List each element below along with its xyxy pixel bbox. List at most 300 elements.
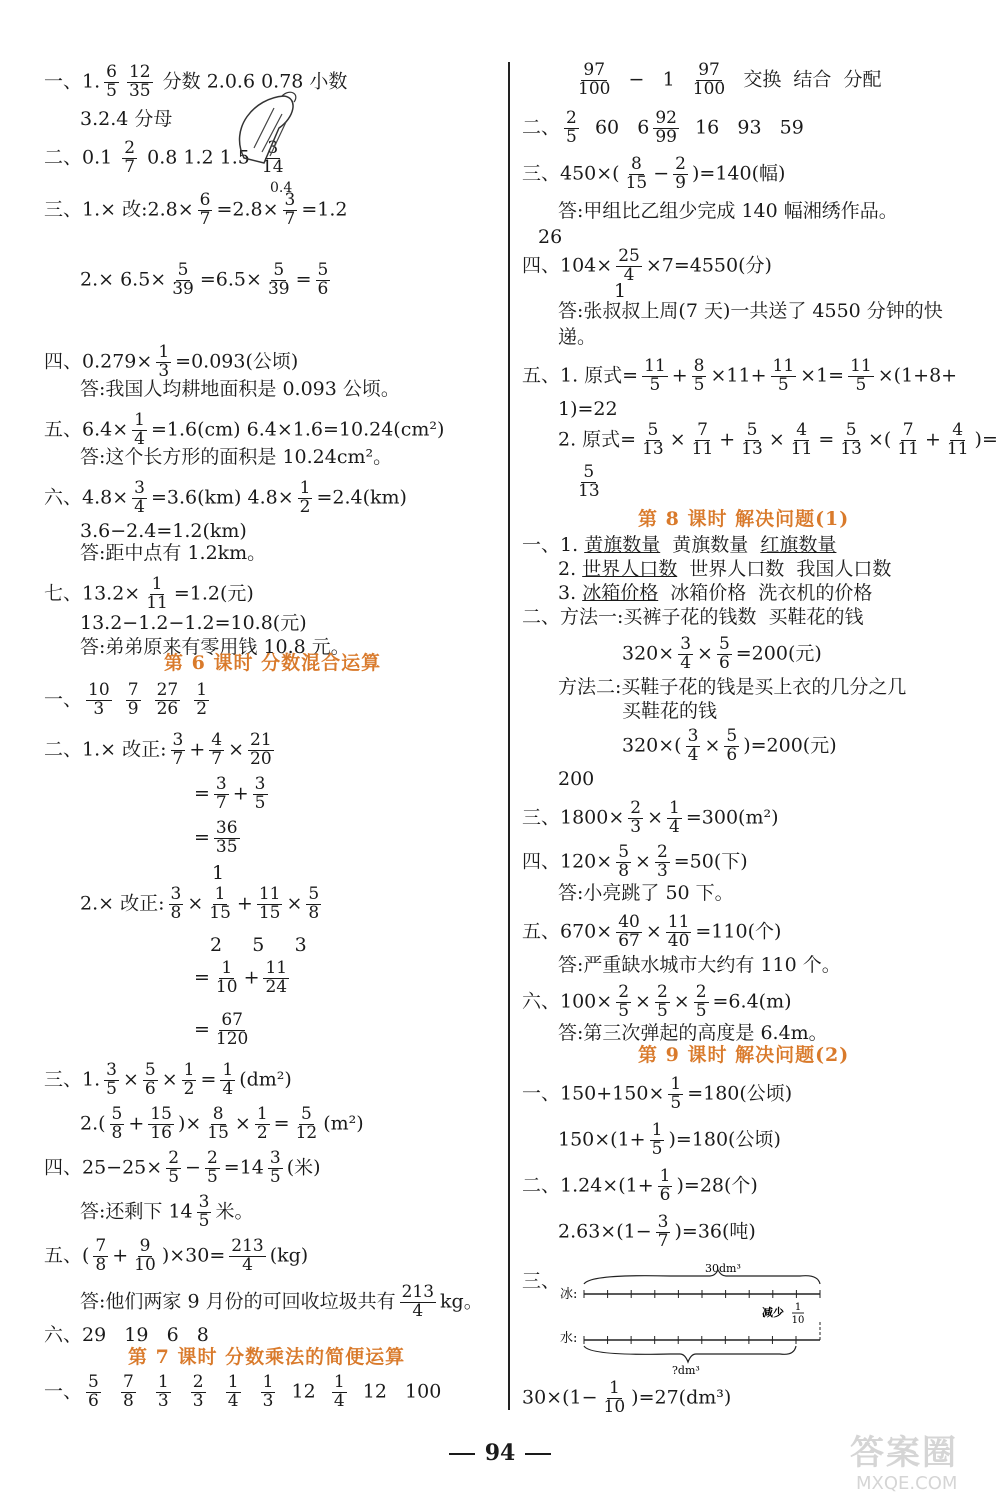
fraction <box>294 1106 320 1143</box>
denominator: 4 <box>687 744 699 765</box>
fraction <box>658 1168 673 1205</box>
fraction <box>650 1122 665 1159</box>
numerator: 5 <box>845 420 857 440</box>
numerator: 2 <box>675 154 686 174</box>
denominator: 4 <box>412 1300 424 1321</box>
denominator: 13 <box>642 438 664 459</box>
denominator: 39 <box>267 278 290 299</box>
denominator: 4 <box>134 496 145 517</box>
line: 2. 世界人口数 世界人口数 我国人口数 <box>558 558 892 580</box>
fraction <box>155 682 181 719</box>
numerator: 12 <box>128 62 151 82</box>
numerator: 1 <box>227 1372 239 1392</box>
denominator: 35 <box>215 836 238 857</box>
fraction <box>166 1150 181 1187</box>
fraction <box>655 984 670 1021</box>
fraction <box>261 1374 276 1411</box>
fraction <box>848 358 874 395</box>
line <box>572 464 606 501</box>
top-label: 30dm³ <box>705 1262 741 1275</box>
denominator: 5 <box>670 1092 682 1113</box>
numerator: 3 <box>267 138 279 158</box>
line: 二、方法一:买裤子花的钱数 买鞋花的钱 <box>522 606 864 628</box>
line: 五、670× $\frac{40}{67}$ × $\frac{11}{40}$ =110(个) <box>522 912 782 951</box>
fraction <box>156 1374 171 1411</box>
dash <box>449 1453 475 1455</box>
denominator: 4 <box>680 652 692 673</box>
water-label: 水: <box>560 1331 578 1346</box>
fraction <box>656 1214 671 1251</box>
fraction <box>132 480 147 517</box>
denominator: 12 <box>295 1122 318 1143</box>
fraction <box>306 886 321 923</box>
numerator: 25 <box>618 246 640 266</box>
fraction <box>198 192 213 229</box>
line: 1 <box>212 862 225 884</box>
denominator: 2 <box>299 496 311 517</box>
line: 26 <box>538 226 563 248</box>
numerator: 5 <box>301 1104 312 1124</box>
numerator: 1 <box>669 798 680 818</box>
denominator: 11 <box>146 592 168 613</box>
column-divider <box>508 62 510 1410</box>
numerator: 40 <box>618 912 640 932</box>
numerator: 3 <box>269 1148 281 1168</box>
page-number: 94 <box>0 1440 1000 1466</box>
line: 320× $\frac{3}{4}$ × $\frac{5}{6}$ =200(元) <box>622 634 822 673</box>
line: 四、0.279× $\frac{1}{3}$ =0.093(公顷) <box>44 342 299 381</box>
denominator: 39 <box>172 278 194 299</box>
numerator: 2 <box>618 982 630 1002</box>
fraction <box>640 422 666 459</box>
fraction <box>253 776 268 813</box>
numerator: 3 <box>284 190 296 210</box>
numerator: 2 <box>206 1148 218 1168</box>
numerator: 1 <box>659 1166 671 1186</box>
denominator: 5 <box>695 1000 707 1021</box>
fraction <box>694 984 709 1021</box>
numerator: 5 <box>177 260 189 280</box>
fraction <box>214 960 240 997</box>
line: 四、104× $\frac{25}{4}$ ×7=4550(分) <box>522 246 772 285</box>
fraction <box>248 732 274 769</box>
numerator: 8 <box>212 1104 224 1124</box>
numerator: 3 <box>106 1060 117 1080</box>
fraction <box>122 140 137 177</box>
fraction <box>86 1374 101 1411</box>
fraction <box>93 1238 108 1275</box>
denominator: 7 <box>657 1230 669 1251</box>
denominator: 67 <box>618 930 640 951</box>
line: 2.( $\frac{5}{8}$ + $\frac{15}{16}$ )× $\frac{8}{15}$ × $\frac{1}{2}$ = $\frac{5}{12}$ (m²) <box>80 1104 364 1143</box>
fraction <box>182 1062 197 1099</box>
line: 答:甲组比乙组少完成 140 幅湘绣作品。 <box>558 200 898 222</box>
numerator: 5 <box>317 260 329 280</box>
line: 2.× 改正: $\frac{3}{8}$ × $\frac{1}{15}$ + $\frac{11}{15}$ × $\frac{5}{8}$ <box>80 884 320 923</box>
numerator: 5 <box>618 842 630 862</box>
fraction <box>576 62 612 99</box>
fraction <box>209 732 224 769</box>
fraction <box>283 192 298 229</box>
line: 二、1.× 改正: $\frac{3}{7}$ + $\frac{4}{7}$ × $\frac{21}{20}$ <box>44 730 272 769</box>
ice-bar <box>584 1290 820 1298</box>
denominator: 15 <box>625 172 648 193</box>
numerator: 4 <box>796 420 808 440</box>
denominator: 6 <box>726 744 738 765</box>
fraction <box>104 1062 119 1099</box>
denominator: 11 <box>946 438 969 459</box>
fraction <box>266 262 292 299</box>
fraction <box>678 636 693 673</box>
watermark-site: MXQE.COM <box>856 1473 958 1494</box>
line: 五、( $\frac{7}{8}$ + $\frac{9}{10}$ )×30= $\frac{213}{4}$ (kg) <box>44 1236 309 1275</box>
fraction <box>126 682 141 719</box>
numerator: 97 <box>698 60 720 80</box>
denominator: 8 <box>111 1122 123 1143</box>
denominator: 40 <box>667 930 690 951</box>
line: 答:这个长方形的面积是 10.24cm²。 <box>80 446 393 468</box>
numerator: 1 <box>651 1120 663 1140</box>
numerator: 4 <box>211 730 223 750</box>
numerator: 3 <box>215 774 227 794</box>
line: 三、1800× $\frac{2}{3}$ × $\frac{1}{4}$ =300(m²) <box>522 798 779 837</box>
denominator: 99 <box>655 126 677 147</box>
fraction <box>220 1062 235 1099</box>
numerator: 2 <box>630 798 642 818</box>
denominator: 8 <box>95 1254 107 1275</box>
fraction <box>214 820 240 857</box>
numerator: 11 <box>644 356 666 376</box>
numerator: 1 <box>196 680 208 700</box>
reduce-fraction-den: 10 <box>791 1315 805 1326</box>
numerator: 7 <box>122 1372 134 1392</box>
denominator: 3 <box>158 360 170 381</box>
numerator: 67 <box>221 1010 243 1030</box>
denominator: 26 <box>156 698 179 719</box>
line: 五、6.4× $\frac{1}{4}$ =1.6(cm) 6.4×1.6=10.24(cm²) <box>44 410 445 449</box>
fraction <box>255 1106 270 1143</box>
fraction <box>564 110 579 147</box>
denominator: 3 <box>192 1390 204 1411</box>
numerator: 7 <box>697 420 708 440</box>
numerator: 1 <box>158 342 170 362</box>
denominator: 5 <box>106 80 117 101</box>
line: 五、1. 原式= $\frac{11}{5}$ + $\frac{8}{5}$ ×11+ $\frac{11}{5}$ ×1= $\frac{11}{5}$ ×(1+8+ <box>522 356 958 395</box>
numerator: 8 <box>693 356 705 376</box>
numerator: 11 <box>850 356 872 376</box>
numerator: 5 <box>583 462 595 482</box>
fraction <box>127 64 153 101</box>
numerator: 92 <box>655 108 677 128</box>
line: 三、1. $\frac{3}{5}$ × $\frac{5}{6}$ × $\frac{1}{2}$ = $\frac{1}{4}$ (dm²) <box>44 1060 292 1099</box>
numerator: 5 <box>647 420 659 440</box>
line: $\frac{97}{100}$ − 1 $\frac{97}{100}$ 交换 结合 分配 <box>578 60 882 99</box>
numerator: 11 <box>258 884 281 904</box>
numerator: 7 <box>127 680 139 700</box>
numerator: 5 <box>144 1060 156 1080</box>
line: 三、450×( $\frac{8}{15}$ − $\frac{2}{9}$ )=140(幅) <box>522 154 786 193</box>
numerator: 2 <box>695 982 707 1002</box>
numerator: 2 <box>192 1372 204 1392</box>
denominator: 10 <box>134 1254 156 1275</box>
fraction <box>895 422 921 459</box>
fraction <box>602 1380 628 1417</box>
denominator: 6 <box>317 278 329 299</box>
denominator: 9 <box>675 172 686 193</box>
denominator: 11 <box>790 438 813 459</box>
line: 二、1.24×(1+ $\frac{1}{6}$ )=28(个) <box>522 1166 758 1205</box>
line: 1)=22 <box>558 398 618 420</box>
line: 六、29 19 6 8 <box>44 1324 209 1346</box>
top-brace <box>584 1270 820 1284</box>
denominator: 6 <box>659 1184 671 1205</box>
bottom-brace <box>584 1346 796 1362</box>
numerator: 5 <box>726 726 738 746</box>
numerator: 5 <box>88 1372 99 1392</box>
line: 七、13.2× $\frac{1}{11}$ =1.2(元) <box>44 574 254 613</box>
fraction <box>692 358 707 395</box>
denominator: 8 <box>170 902 182 923</box>
numerator: 3 <box>134 478 145 498</box>
fraction <box>148 1106 174 1143</box>
numerator: 1 <box>256 1104 268 1124</box>
denominator: 2 <box>256 1122 268 1143</box>
numerator: 3 <box>198 1192 210 1212</box>
line: 买鞋花的钱 <box>622 700 718 722</box>
denominator: 3 <box>93 698 105 719</box>
line: 一、 $\frac{10}{3}$ $\frac{7}{9}$ $\frac{27}{26}$ $\frac{1}{2}$ <box>44 680 208 719</box>
fraction <box>655 844 670 881</box>
fraction <box>667 800 682 837</box>
denominator: 5 <box>649 374 661 395</box>
denominator: 9 <box>127 698 139 719</box>
line: 答:还剩下 14 $\frac{3}{5}$ 米。 <box>80 1192 254 1231</box>
numerator: 2 <box>566 108 577 128</box>
fraction <box>690 422 716 459</box>
denominator: 7 <box>211 748 223 769</box>
fraction <box>205 1106 231 1143</box>
numerator: 11 <box>772 356 795 376</box>
line: 一、1. $\frac{6}{5}$ $\frac{12}{35}$ 分数 2.0.6 0.78 小数 <box>44 62 348 101</box>
fraction <box>132 1238 158 1275</box>
denominator: 5 <box>168 1166 180 1187</box>
denominator: 20 <box>250 748 272 769</box>
denominator: 5 <box>198 1210 210 1231</box>
numerator: 1 <box>151 574 163 594</box>
line: 答:张叔叔上周(7 天)一共送了 4550 分钟的快 <box>558 300 943 322</box>
fraction <box>616 984 631 1021</box>
numerator: 6 <box>199 190 211 210</box>
denominator: 5 <box>106 1078 117 1099</box>
numerator: 1 <box>183 1060 195 1080</box>
line: 3.6−2.4=1.2(km) <box>80 520 247 542</box>
line: 答:小亮跳了 50 下。 <box>558 882 734 904</box>
numerator: 213 <box>401 1282 435 1302</box>
line: = $\frac{36}{35}$ <box>194 818 238 857</box>
numerator: 1 <box>222 1060 234 1080</box>
numerator: 21 <box>250 730 272 750</box>
line: 30×(1− $\frac{1}{10}$ )=27(dm³) <box>522 1378 732 1417</box>
numerator: 1 <box>157 1372 169 1392</box>
denominator: 15 <box>258 902 281 923</box>
fraction <box>229 1238 265 1275</box>
denominator: 3 <box>262 1390 274 1411</box>
denominator: 6 <box>88 1390 99 1411</box>
numerator: 5 <box>273 260 285 280</box>
line: 2.× 6.5× $\frac{5}{39}$ =6.5× $\frac{5}{39}$ = $\frac{5}{6}$ <box>80 260 329 299</box>
fraction <box>214 1012 250 1049</box>
section-heading: 第 6 课时 分数混合运算 <box>164 652 382 674</box>
line: 二、 $\frac{2}{5}$ 60 6 $\frac{92}{99}$ 16 93 59 <box>522 108 804 147</box>
line: = $\frac{67}{120}$ <box>194 1010 249 1049</box>
fraction <box>268 1150 283 1187</box>
numerator: 1 <box>299 478 311 498</box>
fraction <box>86 682 112 719</box>
numerator: 3 <box>657 1212 669 1232</box>
numerator: 1 <box>134 410 145 430</box>
line: 答:严重缺水城市大约有 110 个。 <box>558 954 841 976</box>
fraction <box>724 728 739 765</box>
fraction <box>226 1374 241 1411</box>
denominator: 5 <box>566 126 577 147</box>
denominator: 5 <box>651 1138 663 1159</box>
fraction <box>945 422 971 459</box>
denominator: 10 <box>215 976 238 997</box>
numerator: 11 <box>667 912 690 932</box>
numerator: 3 <box>170 884 182 904</box>
line: 递。 <box>558 326 597 348</box>
line: 四、25−25× $\frac{2}{5}$ − $\frac{2}{5}$ =14 $\frac{3}{5}$ (米) <box>44 1148 321 1187</box>
fraction <box>132 412 147 449</box>
section-heading: 第 7 课时 分数乘法的简便运算 <box>128 1346 406 1368</box>
line: 答:距中点有 1.2km。 <box>80 542 267 564</box>
numerator: 9 <box>139 1236 151 1256</box>
section-heading: 第 9 课时 解决问题(2) <box>638 1044 850 1066</box>
line: = $\frac{3}{7}$ + $\frac{3}{5}$ <box>194 774 266 813</box>
fraction <box>668 1076 683 1113</box>
line: 2. 原式= $\frac{5}{13}$ × $\frac{7}{11}$ + $\frac{5}{13}$ × $\frac{4}{11}$ = $\frac{5}{13}$ ×( $\frac{7}{11}$ + $\frac{4}{11}$ )= <box>558 420 998 459</box>
fraction <box>691 62 727 99</box>
numerator: 5 <box>111 1104 123 1124</box>
line: 2.63×(1− $\frac{3}{7}$ )=36(吨) <box>558 1212 756 1251</box>
line: 一、1. 黄旗数量 黄旗数量 红旗数量 <box>522 534 837 556</box>
denominator: 35 <box>128 80 151 101</box>
line: 3. 冰箱价格 冰箱价格 洗衣机的价格 <box>558 582 873 604</box>
numerator: 97 <box>583 60 606 80</box>
numerator: 36 <box>215 818 238 838</box>
denominator: 4 <box>134 428 145 449</box>
handwritten-note: 0.4 <box>270 180 293 196</box>
bottom-label: ?dm³ <box>672 1364 700 1377</box>
denominator: 13 <box>741 438 763 459</box>
fraction <box>771 358 797 395</box>
fraction <box>121 1374 136 1411</box>
line: 三、1.× 改:2.8× $\frac{6}{7}$ =2.8× $\frac{3}{7}$ =1.2 <box>44 190 348 229</box>
denominator: 10 <box>603 1396 626 1417</box>
fraction <box>169 886 184 923</box>
fraction <box>298 480 313 517</box>
section-heading: 第 8 课时 解决问题(1) <box>638 508 850 530</box>
fraction <box>194 682 209 719</box>
numerator: 15 <box>150 1104 172 1124</box>
numerator: 3 <box>680 634 692 654</box>
numerator: 3 <box>687 726 699 746</box>
fraction <box>666 914 692 951</box>
denominator: 13 <box>578 480 600 501</box>
denominator: 15 <box>209 902 231 923</box>
numerator: 213 <box>231 1236 264 1256</box>
fraction <box>332 1374 347 1411</box>
fraction <box>789 422 815 459</box>
numerator: 27 <box>156 680 179 700</box>
fraction <box>838 422 864 459</box>
denominator: 2 <box>196 698 208 719</box>
reduce-fraction-num: 1 <box>794 1302 802 1313</box>
fraction <box>207 886 233 923</box>
denominator: 7 <box>199 208 211 229</box>
fraction <box>205 1150 220 1187</box>
fraction <box>616 914 642 951</box>
line: 3.2.4 分母 <box>80 108 173 130</box>
denominator: 5 <box>269 1166 281 1187</box>
numerator: 5 <box>308 884 320 904</box>
ice-label: 冰: <box>560 1287 578 1302</box>
numerator: 6 <box>106 62 117 82</box>
denominator: 11 <box>691 438 714 459</box>
denominator: 5 <box>656 1000 668 1021</box>
denominator: 6 <box>718 652 730 673</box>
line: 2 5 3 <box>210 934 307 956</box>
numerator: 11 <box>265 958 288 978</box>
line: 四、120× $\frac{5}{8}$ × $\frac{2}{3}$ =50(下) <box>522 842 748 881</box>
denominator: 5 <box>693 374 705 395</box>
denominator: 6 <box>144 1078 156 1099</box>
numerator: 1 <box>333 1372 345 1392</box>
denominator: 100 <box>578 78 611 99</box>
numerator: 1 <box>221 958 233 978</box>
fraction <box>624 156 650 193</box>
line: 150×(1+ $\frac{1}{5}$ )=180(公顷) <box>558 1120 781 1159</box>
denominator: 14 <box>261 156 284 177</box>
fraction <box>110 1106 125 1143</box>
line: 六、100× $\frac{2}{5}$ × $\frac{2}{5}$ × $\frac{2}{5}$ =6.4(m) <box>522 982 792 1021</box>
fraction <box>653 110 679 147</box>
denominator: 8 <box>122 1390 134 1411</box>
fraction <box>171 732 186 769</box>
denominator: 5 <box>254 792 266 813</box>
fraction <box>104 64 119 101</box>
numerator: 3 <box>254 774 266 794</box>
denominator: 8 <box>618 860 630 881</box>
denominator: 4 <box>227 1390 239 1411</box>
line: 答:第三次弹起的高度是 6.4m。 <box>558 1022 828 1044</box>
numerator: 1 <box>608 1378 620 1398</box>
denominator: 2 <box>183 1078 195 1099</box>
fraction <box>156 344 171 381</box>
line: 1 <box>614 280 627 302</box>
denominator: 5 <box>777 374 789 395</box>
fraction <box>400 1284 436 1321</box>
fraction <box>170 262 196 299</box>
denominator: 4 <box>669 816 680 837</box>
fraction <box>739 422 765 459</box>
denominator: 120 <box>215 1028 249 1049</box>
numerator: 2 <box>168 1148 180 1168</box>
denominator: 3 <box>630 816 642 837</box>
numerator: 5 <box>718 634 730 654</box>
fraction <box>717 636 732 673</box>
denominator: 5 <box>855 374 867 395</box>
